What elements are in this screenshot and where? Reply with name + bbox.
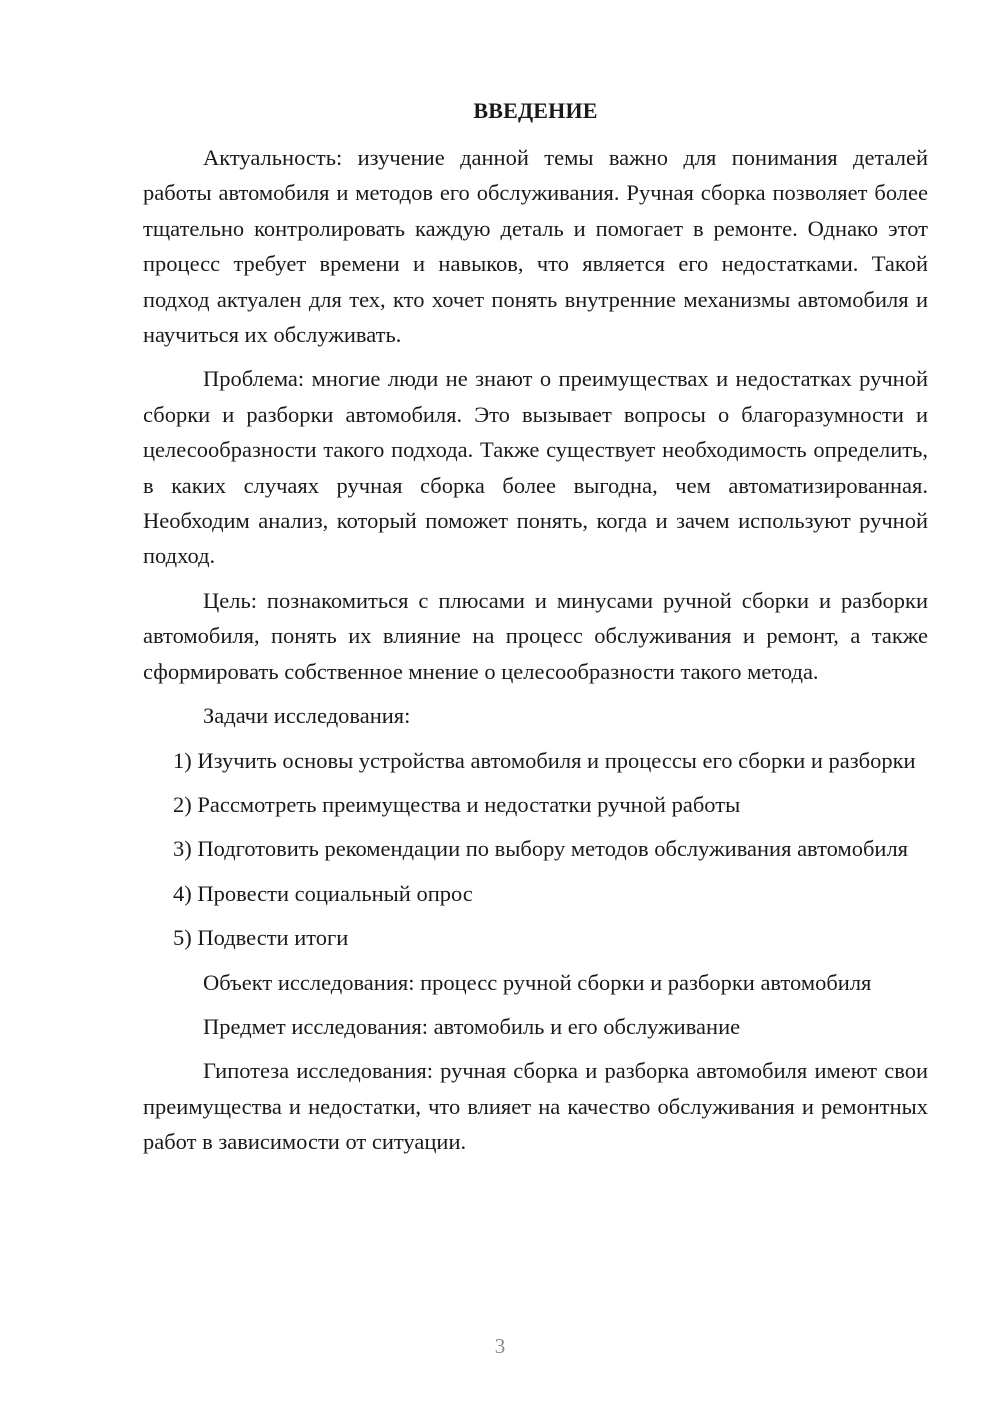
paragraph-problem: Проблема: многие люди не знают о преимуществах и недостатках ручной сборки и разборки автомобиля. Это вызывает вопросы о благоразумности и целесообразности такого подхода. Также существует необходимость определить, в каких случаях ручная сборка более выгодна, чем автоматизированная. Необходим анализ, который поможет понять, когда и зачем используют ручной подход.: [143, 366, 928, 569]
paragraph-goal: Цель: познакомиться с плюсами и минусами ручной сборки и разборки автомобиля, понять их влияние на процесс обслуживания и ремонт, а также сформировать собственное мнение о целесообразности такого метода.: [143, 587, 928, 684]
paragraph-subject: Предмет исследования: автомобиль и его обслуживание: [203, 1013, 741, 1039]
task-item-5: 5) Подвести итоги: [173, 925, 349, 951]
task-item-4: 4) Провести социальный опрос: [173, 880, 473, 906]
paragraph-tasks-heading: Задачи исследования:: [203, 703, 411, 729]
task-item-2: 2) Рассмотреть преимущества и недостатки ручной работы: [173, 791, 741, 817]
section-title: ВВЕДЕНИЕ: [473, 98, 598, 123]
paragraph-relevance: Актуальность: изучение данной темы важно для понимания деталей работы автомобиля и методов его обслуживания. Ручная сборка позволяет более тщательно контролировать каждую деталь и помогает в ремонте. Однако этот процесс требует времени и навыков, что является его недостатками. Такой подход актуален для тех, кто хочет понять внутренние механизмы автомобиля и научиться их обслуживать.: [143, 145, 928, 348]
paragraph-hypothesis: Гипотеза исследования: ручная сборка и разборка автомобиля имеют свои преимущества и недостатки, что влияет на качество обслуживания и ремонтных работ в зависимости от ситуации.: [143, 1058, 928, 1155]
paragraph-object: Объект исследования: процесс ручной сборки и разборки автомобиля: [203, 969, 872, 995]
task-item-1: 1) Изучить основы устройства автомобиля и процессы его сборки и разборки: [173, 747, 916, 773]
task-item-3: 3) Подготовить рекомендации по выбору методов обслуживания автомобиля: [173, 836, 909, 862]
page-content: [143, 96, 928, 1169]
page-number: 3: [494, 1334, 506, 1358]
